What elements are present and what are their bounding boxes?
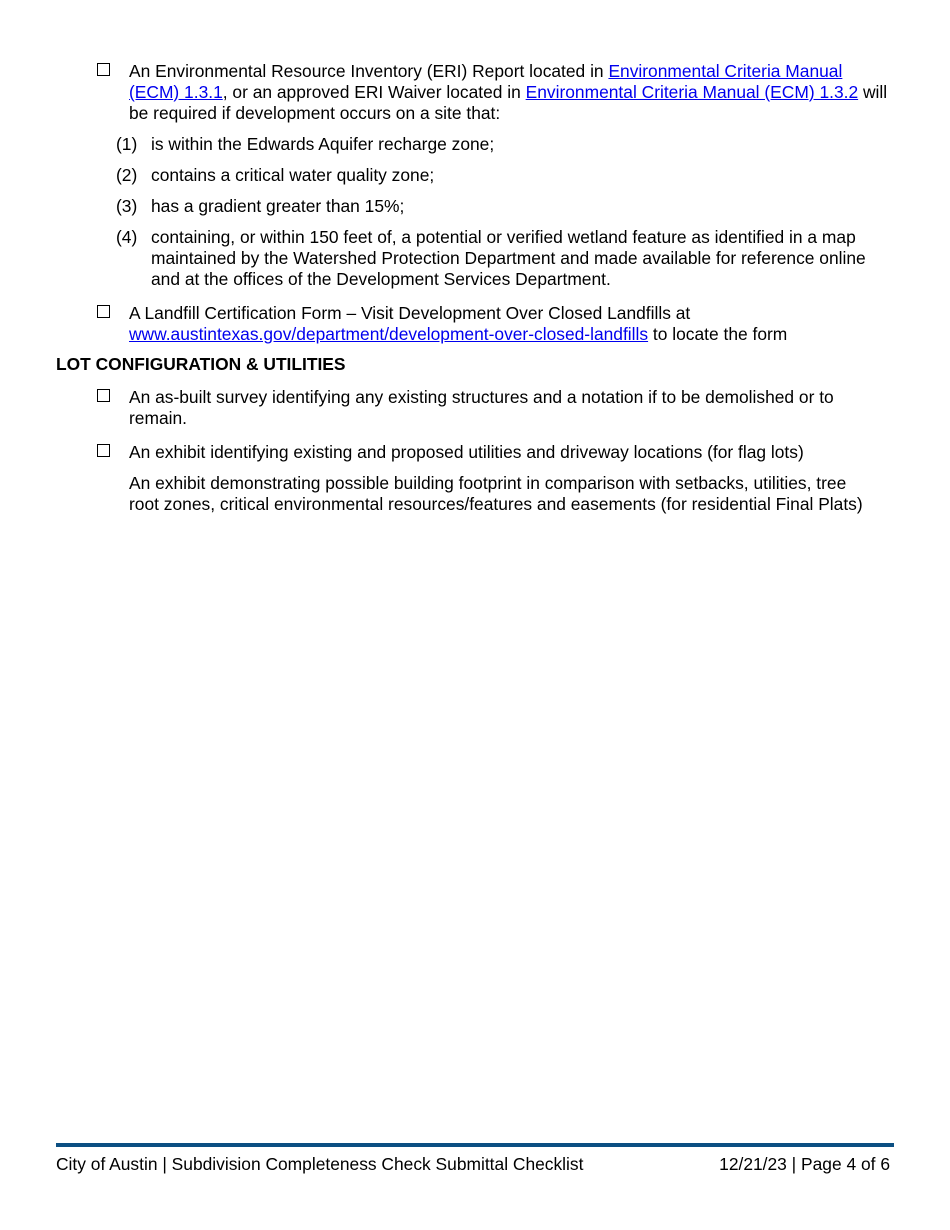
condition-number: (2) [116, 165, 138, 185]
condition-number: (4) [116, 227, 138, 247]
footprint-exhibit-note: An exhibit demonstrating possible building footprint in comparison with setbacks, utilities, tree root zones, critical environmental resources/features and easements (for residential Final Plats) [129, 473, 863, 514]
as-built-survey-checkbox[interactable] [97, 389, 110, 402]
condition-text: is within the Edwards Aquifer recharge zone; [151, 134, 495, 154]
condition-number: (3) [116, 196, 138, 216]
ecm-1-3-2-link[interactable]: Environmental Criteria Manual (ECM) 1.3.2 [525, 82, 859, 102]
footer-page-info: 12/21/23 | Page 4 of 6 [719, 1154, 890, 1174]
utilities-exhibit-text: An exhibit identifying existing and proposed utilities and driveway locations (for flag lots) [129, 442, 804, 462]
eri-item-text: An Environmental Resource Inventory (ERI) Report located in Environmental Criteria Manual (ECM) 1.3.1, or an approved ERI Waiver located in Environmental Criteria Manual (ECM) 1.3.2 will be required if development occurs on a site that: [129, 61, 888, 123]
condition-text: contains a critical water quality zone; [151, 165, 435, 185]
landfill-checkbox[interactable] [97, 305, 110, 318]
condition-text: containing, or within 150 feet of, a potential or verified wetland feature as identified in a map maintained by the Watershed Protection Department and made available for reference online and at the offices of the Development Services Department. [151, 227, 866, 289]
ecm-1-3-1-link[interactable]: Environmental Criteria Manual (ECM) 1.3.1 [129, 61, 843, 102]
utilities-exhibit-checkbox[interactable] [97, 444, 110, 457]
eri-checkbox[interactable] [97, 63, 110, 76]
landfill-item-text: A Landfill Certification Form – Visit Development Over Closed Landfills at www.austintexas.gov/department/development-over-closed-landfills to locate the form [129, 303, 788, 344]
condition-text: has a gradient greater than 15%; [151, 196, 405, 216]
footer-title: City of Austin | Subdivision Completeness Check Submittal Checklist [56, 1154, 584, 1174]
condition-number: (1) [116, 134, 138, 154]
section-heading: LOT CONFIGURATION & UTILITIES [56, 354, 346, 374]
footer-rule [56, 1143, 894, 1147]
closed-landfills-link[interactable]: www.austintexas.gov/department/development-over-closed-landfills [129, 324, 649, 344]
as-built-survey-text: An as-built survey identifying any existing structures and a notation if to be demolished or to remain. [129, 387, 834, 428]
